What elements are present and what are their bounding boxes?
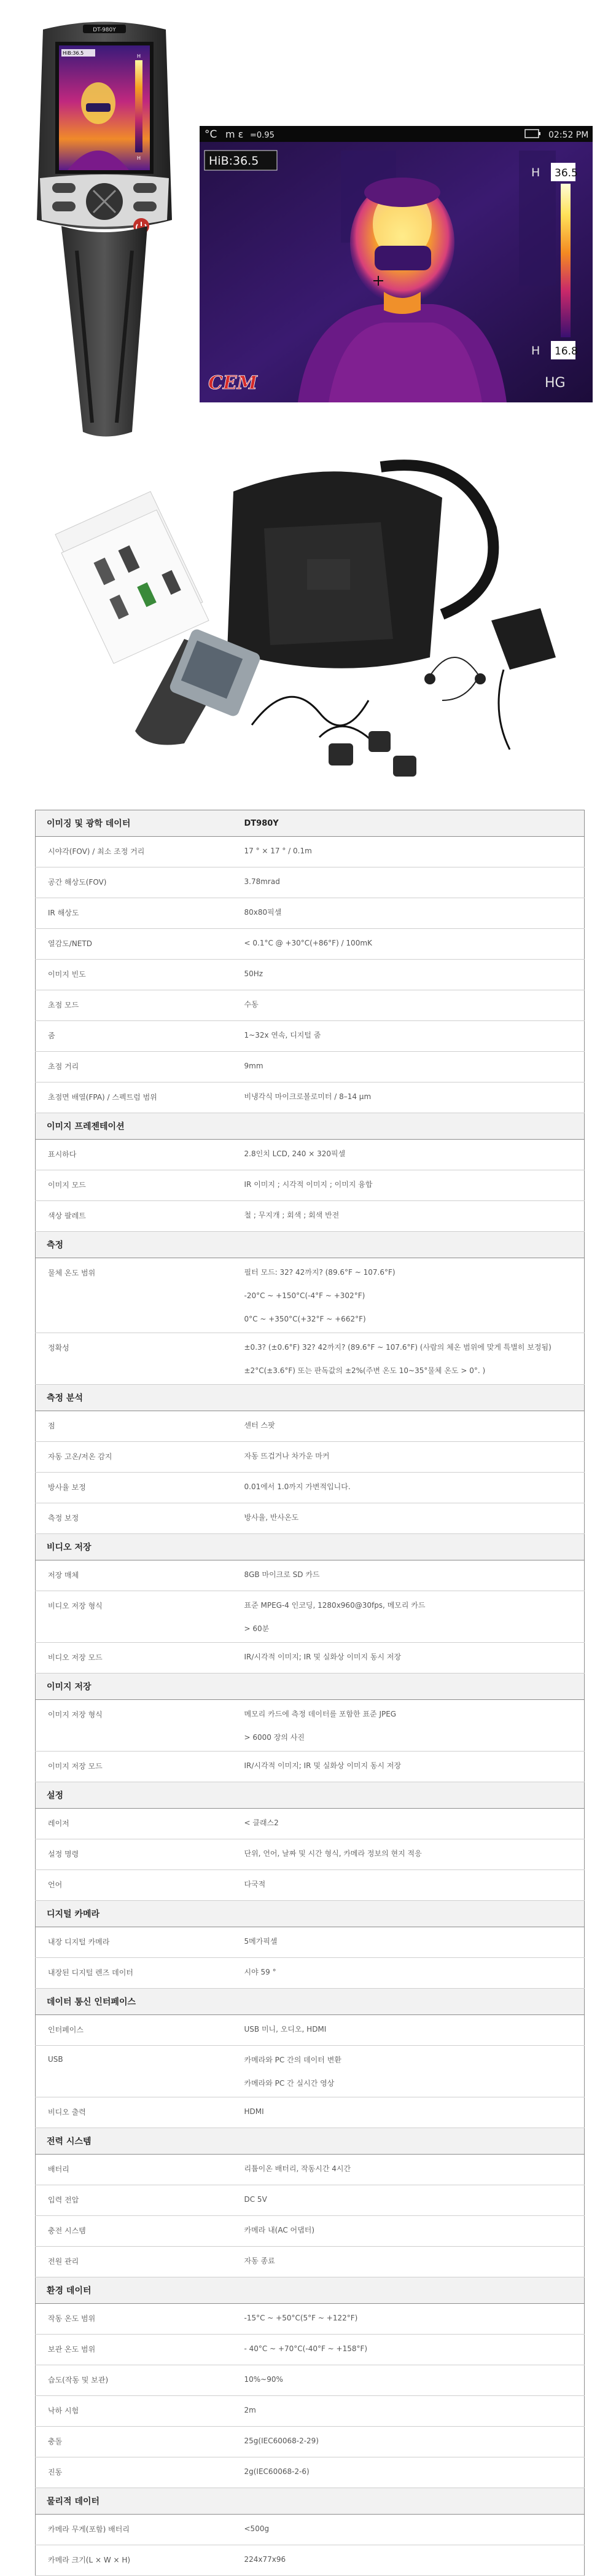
spec-value	[238, 2396, 585, 2427]
section-title: 이미지 프레젠테이션	[36, 1113, 238, 1140]
spec-section-header	[36, 1385, 585, 1411]
spec-value	[238, 2247, 585, 2277]
back-button[interactable]	[133, 202, 157, 211]
spec-value-line: 카메라 내(AC 어댑터)	[244, 2226, 315, 2234]
min-temp-value: 16.8	[555, 345, 578, 358]
spec-section-header	[36, 1674, 585, 1700]
spec-label: 줌	[36, 1021, 238, 1052]
spec-label: 언어	[36, 1870, 238, 1901]
spec-value-line: IR 이미지 ; 시각적 이미지 ; 이미지 융합	[244, 1180, 373, 1189]
section-title: 비디오 저장	[36, 1534, 238, 1560]
spec-label: 비디오 저장 형식	[36, 1591, 238, 1643]
specifications-table	[35, 810, 585, 2576]
spec-label: 초점면 배열(FPA) / 스펙트럼 범위	[36, 1082, 238, 1113]
spec-value	[238, 1809, 585, 1839]
spec-row	[36, 2335, 585, 2365]
spec-value	[238, 2427, 585, 2457]
spec-label: 카메라 무게(포함) 배터리	[36, 2515, 238, 2545]
h-bottom-label: H	[531, 344, 540, 358]
spec-row	[36, 1870, 585, 1901]
spec-row	[36, 2396, 585, 2427]
spec-value	[238, 1643, 585, 1674]
mode-icons: m ε	[225, 128, 244, 140]
spec-row	[36, 1700, 585, 1752]
spec-row	[36, 1140, 585, 1170]
spec-value	[238, 1021, 585, 1052]
spec-value-line: 1~32x 연속, 디지털 줌	[244, 1031, 321, 1039]
spec-row	[36, 2097, 585, 2128]
spec-row	[36, 2046, 585, 2097]
spec-row	[36, 2427, 585, 2457]
spec-value	[238, 2097, 585, 2128]
spec-value-line: 센터 스팟	[244, 1421, 275, 1430]
specifications-section	[35, 810, 585, 2576]
spec-label: 충돌	[36, 2427, 238, 2457]
spec-value-line: 다국적	[244, 1880, 266, 1889]
spec-value	[238, 898, 585, 929]
spec-value	[238, 867, 585, 898]
section-title: 물리적 데이터	[36, 2488, 238, 2515]
model-label: DT-980Y	[93, 27, 116, 33]
menu-button[interactable]	[52, 202, 76, 211]
spec-value-line: <500g	[244, 2524, 270, 2533]
spec-value-line: 시야 59 °	[244, 1968, 276, 1976]
spec-row	[36, 867, 585, 898]
spec-value-line: HDMI	[244, 2107, 264, 2116]
spec-value-line: IR/시각적 이미지; IR 및 실화상 이미지 동시 저장	[244, 1653, 402, 1661]
spec-value-line: ±2°C(±3.6°F) 또는 판독값의 ±2%(주변 온도 10~35°물체 온도 > 0°. )	[244, 1366, 486, 1375]
spec-value-line: 8GB 마이크로 SD 카드	[244, 1570, 320, 1579]
spec-row	[36, 1839, 585, 1870]
spec-value	[238, 1170, 585, 1201]
section-title: 측정	[36, 1232, 238, 1258]
spec-value	[238, 1591, 585, 1643]
units-label: °C	[205, 128, 217, 141]
spec-label: 내장된 디지털 렌즈 데이터	[36, 1958, 238, 1989]
spec-label: 습도(작동 및 보관)	[36, 2365, 238, 2396]
clock-time: 02:52 PM	[548, 130, 589, 140]
spec-value-line: IR/시각적 이미지; IR 및 실화상 이미지 동시 저장	[244, 1761, 402, 1770]
spec-value	[238, 2515, 585, 2545]
spec-value	[238, 1870, 585, 1901]
spec-label: 정확성	[36, 1333, 238, 1385]
spec-value-line: > 6000 장의 사진	[244, 1733, 305, 1742]
spec-row	[36, 1082, 585, 1113]
spec-row	[36, 1958, 585, 1989]
spec-row	[36, 1442, 585, 1473]
spec-value	[238, 2015, 585, 2046]
spec-value-line: 표준 MPEG-4 인코딩, 1280x960@30fps, 메모리 카드	[244, 1601, 426, 1610]
right-soft-button[interactable]	[133, 183, 157, 193]
spec-label: 인터페이스	[36, 2015, 238, 2046]
spec-label: 진동	[36, 2457, 238, 2488]
spec-value-line: 카메라와 PC 간의 데이터 변환	[244, 2056, 341, 2064]
spec-value-line: DC 5V	[244, 2195, 267, 2204]
spec-value	[238, 1927, 585, 1958]
spec-row	[36, 1643, 585, 1674]
spec-value-line: < 클래스2	[244, 1818, 279, 1827]
spec-value	[238, 2185, 585, 2216]
section-title: 데이터 통신 인터페이스	[36, 1989, 238, 2015]
spec-section-header	[36, 2128, 585, 2155]
spec-value-line: -15°C ~ +50°C(5°F ~ +122°F)	[244, 2314, 358, 2322]
spec-value-line: 50Hz	[244, 969, 263, 978]
spec-label: 낙하 시험	[36, 2396, 238, 2427]
spec-row	[36, 960, 585, 990]
spec-label: 자동 고온/저온 감지	[36, 1442, 238, 1473]
spec-value-line: 80x80픽셀	[244, 908, 282, 917]
spec-label: 방사율 보정	[36, 1473, 238, 1503]
section-model	[238, 1989, 585, 2015]
max-temp-value: 36.5	[555, 167, 578, 179]
spec-value	[238, 2365, 585, 2396]
spec-value-line: 3.78mrad	[244, 877, 280, 886]
section-model: DT980Y	[238, 810, 585, 837]
spec-value	[238, 990, 585, 1021]
section-model	[238, 1385, 585, 1411]
cem-logo: CEM	[208, 372, 257, 394]
spec-value-line: 2m	[244, 2406, 256, 2414]
screen-h-top: H	[137, 53, 141, 59]
spec-value	[238, 1839, 585, 1870]
spec-value	[238, 1700, 585, 1752]
spec-row	[36, 1473, 585, 1503]
usb-cable-illustration	[252, 697, 375, 743]
spec-value-line: USB 미니, 오디오, HDMI	[244, 2025, 327, 2034]
spec-label: IR 해상도	[36, 898, 238, 929]
spec-value-line: 리튬이온 배터리, 작동시간 4시간	[244, 2164, 351, 2173]
section-title: 이미지 저장	[36, 1674, 238, 1700]
spec-label: 배터리	[36, 2155, 238, 2185]
spec-value	[238, 2335, 585, 2365]
spec-section-header	[36, 2277, 585, 2304]
spec-value	[238, 837, 585, 867]
spec-value	[238, 1082, 585, 1113]
spec-row	[36, 898, 585, 929]
spec-row	[36, 929, 585, 960]
spec-value-line: - 40°C ~ +70°C(-40°F ~ +158°F)	[244, 2344, 368, 2353]
spec-label: 충전 시스템	[36, 2216, 238, 2247]
spec-row	[36, 1052, 585, 1082]
spec-value	[238, 1411, 585, 1442]
spec-section-header	[36, 1782, 585, 1809]
section-title: 설정	[36, 1782, 238, 1809]
section-title: 디지털 카메라	[36, 1901, 238, 1927]
screen-h-bottom: H	[137, 155, 141, 161]
spec-value	[238, 960, 585, 990]
thermal-screen-closeup	[200, 126, 593, 402]
spec-row	[36, 2015, 585, 2046]
spec-label: 레이저	[36, 1809, 238, 1839]
spec-label: 이미지 저장 모드	[36, 1752, 238, 1782]
section-model	[238, 1113, 585, 1140]
spec-section-header	[36, 1232, 585, 1258]
spec-value	[238, 1503, 585, 1534]
spec-section-header	[36, 1534, 585, 1560]
spec-label: 이미지 저장 형식	[36, 1700, 238, 1752]
spec-value	[238, 2457, 585, 2488]
spec-row	[36, 1809, 585, 1839]
spec-value-line: > 60분	[244, 1624, 270, 1633]
left-soft-button[interactable]	[52, 183, 76, 193]
spec-label: 물체 온도 범위	[36, 1258, 238, 1333]
spec-row	[36, 1021, 585, 1052]
screen-hib-label: HiB:36.5	[63, 50, 84, 56]
spec-value-line: 자동 뜨겁거나 차가운 마커	[244, 1452, 330, 1460]
spec-value	[238, 1958, 585, 1989]
spec-value	[238, 2545, 585, 2576]
spec-label: 설정 명령	[36, 1839, 238, 1870]
spec-label: USB	[36, 2046, 238, 2097]
spec-value-line: 방사율, 반사온도	[244, 1513, 299, 1522]
spec-row	[36, 1560, 585, 1591]
spec-row	[36, 1927, 585, 1958]
spec-value-line: -20°C ~ +150°C(-4°F ~ +302°F)	[244, 1291, 365, 1300]
spec-value-line: ±0.3? (±0.6°F) 32? 42까지? (89.6°F ~ 107.6°F) (사람의 체온 범위에 맞게 특별히 보정됨)	[244, 1343, 551, 1352]
spec-value-line: 필터 모드: 32? 42까지? (89.6°F ~ 107.6°F)	[244, 1268, 396, 1277]
spec-row	[36, 837, 585, 867]
spec-value-line: 메모리 카드에 측정 데이터를 포함한 표준 JPEG	[244, 1710, 397, 1718]
spec-label: 내장 디지털 카메라	[36, 1927, 238, 1958]
emissivity-value: =0.95	[250, 131, 275, 140]
spec-value-line: 0.01에서 1.0까지 가변적입니다.	[244, 1482, 351, 1491]
spec-value	[238, 1201, 585, 1232]
spec-label: 저장 매체	[36, 1560, 238, 1591]
spec-value	[238, 1258, 585, 1333]
carry-bag-illustration	[227, 465, 493, 668]
section-model	[238, 1782, 585, 1809]
spec-row	[36, 1503, 585, 1534]
spec-section-header	[36, 1901, 585, 1927]
spec-row	[36, 1333, 585, 1385]
spec-value	[238, 2304, 585, 2335]
user-manual-illustration	[55, 491, 209, 664]
section-model	[238, 2277, 585, 2304]
hero-section	[0, 0, 608, 448]
spec-row	[36, 1201, 585, 1232]
spec-value	[238, 1473, 585, 1503]
spec-value-line: 2.8인치 LCD, 240 × 320픽셀	[244, 1149, 346, 1158]
section-title: 측정 분석	[36, 1385, 238, 1411]
spec-value	[238, 1752, 585, 1782]
section-title: 이미징 및 광학 데이터	[36, 810, 238, 837]
spec-label: 비디오 출력	[36, 2097, 238, 2128]
spec-section-header	[36, 1113, 585, 1140]
spec-label: 이미지 모드	[36, 1170, 238, 1201]
spec-row	[36, 2545, 585, 2576]
spec-label: 공간 해상도(FOV)	[36, 867, 238, 898]
spec-value-line: 5메가픽셀	[244, 1937, 278, 1946]
spec-value-line: 224x77x96	[244, 2555, 286, 2564]
section-model	[238, 1901, 585, 1927]
spec-value-line: 카메라와 PC 간 실시간 영상	[244, 2079, 335, 2088]
spec-row	[36, 2155, 585, 2185]
spec-label: 보관 온도 범위	[36, 2335, 238, 2365]
spec-row	[36, 2247, 585, 2277]
spec-row	[36, 1752, 585, 1782]
spec-label: 전원 관리	[36, 2247, 238, 2277]
spec-label: 작동 온도 범위	[36, 2304, 238, 2335]
spec-value	[238, 1560, 585, 1591]
spec-label: 비디오 저장 모드	[36, 1643, 238, 1674]
spec-value-line: 10%~90%	[244, 2375, 283, 2384]
spec-value	[238, 2046, 585, 2097]
spec-section-header	[36, 2488, 585, 2515]
spec-value-line: 단위, 언어, 날짜 및 시간 형식, 카메라 정보의 현지 적응	[244, 1849, 422, 1858]
package-contents-image	[0, 455, 608, 799]
spec-value	[238, 2155, 585, 2185]
spec-label: 카메라 크기(L × W × H)	[36, 2545, 238, 2576]
spec-value	[238, 1140, 585, 1170]
spec-value	[238, 2216, 585, 2247]
section-model	[238, 1232, 585, 1258]
spec-row	[36, 2365, 585, 2396]
spec-value	[238, 1333, 585, 1385]
spec-row	[36, 1258, 585, 1333]
spec-label: 열감도/NETD	[36, 929, 238, 960]
spec-label: 초점 모드	[36, 990, 238, 1021]
section-title: 환경 데이터	[36, 2277, 238, 2304]
section-model	[238, 2128, 585, 2155]
spec-value-line: 25g(IEC60068-2-29)	[244, 2437, 319, 2445]
spec-label: 점	[36, 1411, 238, 1442]
palette-label: HG	[545, 375, 566, 391]
section-title: 전력 시스템	[36, 2128, 238, 2155]
spec-label: 이미지 빈도	[36, 960, 238, 990]
spec-row	[36, 990, 585, 1021]
spec-row	[36, 2304, 585, 2335]
spec-value-line: 수동	[244, 1000, 259, 1009]
section-model	[238, 1674, 585, 1700]
spec-label: 표시하다	[36, 1140, 238, 1170]
spec-value-line: 2g(IEC60068-2-6)	[244, 2467, 310, 2476]
temperature-scale-bar	[561, 184, 571, 337]
h-top-label: H	[531, 166, 540, 179]
spec-value	[238, 929, 585, 960]
spec-value	[238, 1052, 585, 1082]
spec-row	[36, 1591, 585, 1643]
section-model	[238, 1534, 585, 1560]
spec-label: 색상 팔레트	[36, 1201, 238, 1232]
hib-readout: HiB:36.5	[209, 154, 259, 168]
spec-row	[36, 2216, 585, 2247]
spec-row	[36, 1411, 585, 1442]
spec-row	[36, 2457, 585, 2488]
spec-value-line: 철 ; 무지개 ; 회색 ; 회색 반전	[244, 1211, 340, 1219]
section-model	[238, 2488, 585, 2515]
spec-section-header	[36, 1989, 585, 2015]
spec-row	[36, 2185, 585, 2216]
spec-label: 입력 전압	[36, 2185, 238, 2216]
spec-row	[36, 2515, 585, 2545]
spec-section-header	[36, 810, 585, 837]
spec-value	[238, 1442, 585, 1473]
earphones-illustration	[425, 657, 485, 700]
thermal-camera-image	[25, 17, 184, 441]
spec-row	[36, 1170, 585, 1201]
spec-value-line: 자동 종료	[244, 2257, 275, 2265]
spec-label: 측정 보정	[36, 1503, 238, 1534]
spec-value-line: < 0.1°C @ +30°C(+86°F) / 100mK	[244, 939, 372, 947]
spec-value-line: 17 ° × 17 ° / 0.1m	[244, 847, 312, 855]
spec-label: 시야각(FOV) / 최소 조정 거리	[36, 837, 238, 867]
spec-value-line: 비냉각식 마이크로볼로미터 / 8–14 μm	[244, 1092, 372, 1101]
spec-value-line: 0°C ~ +350°C(+32°F ~ +662°F)	[244, 1315, 366, 1323]
spec-label: 초점 거리	[36, 1052, 238, 1082]
spec-value-line: 9mm	[244, 1062, 263, 1070]
